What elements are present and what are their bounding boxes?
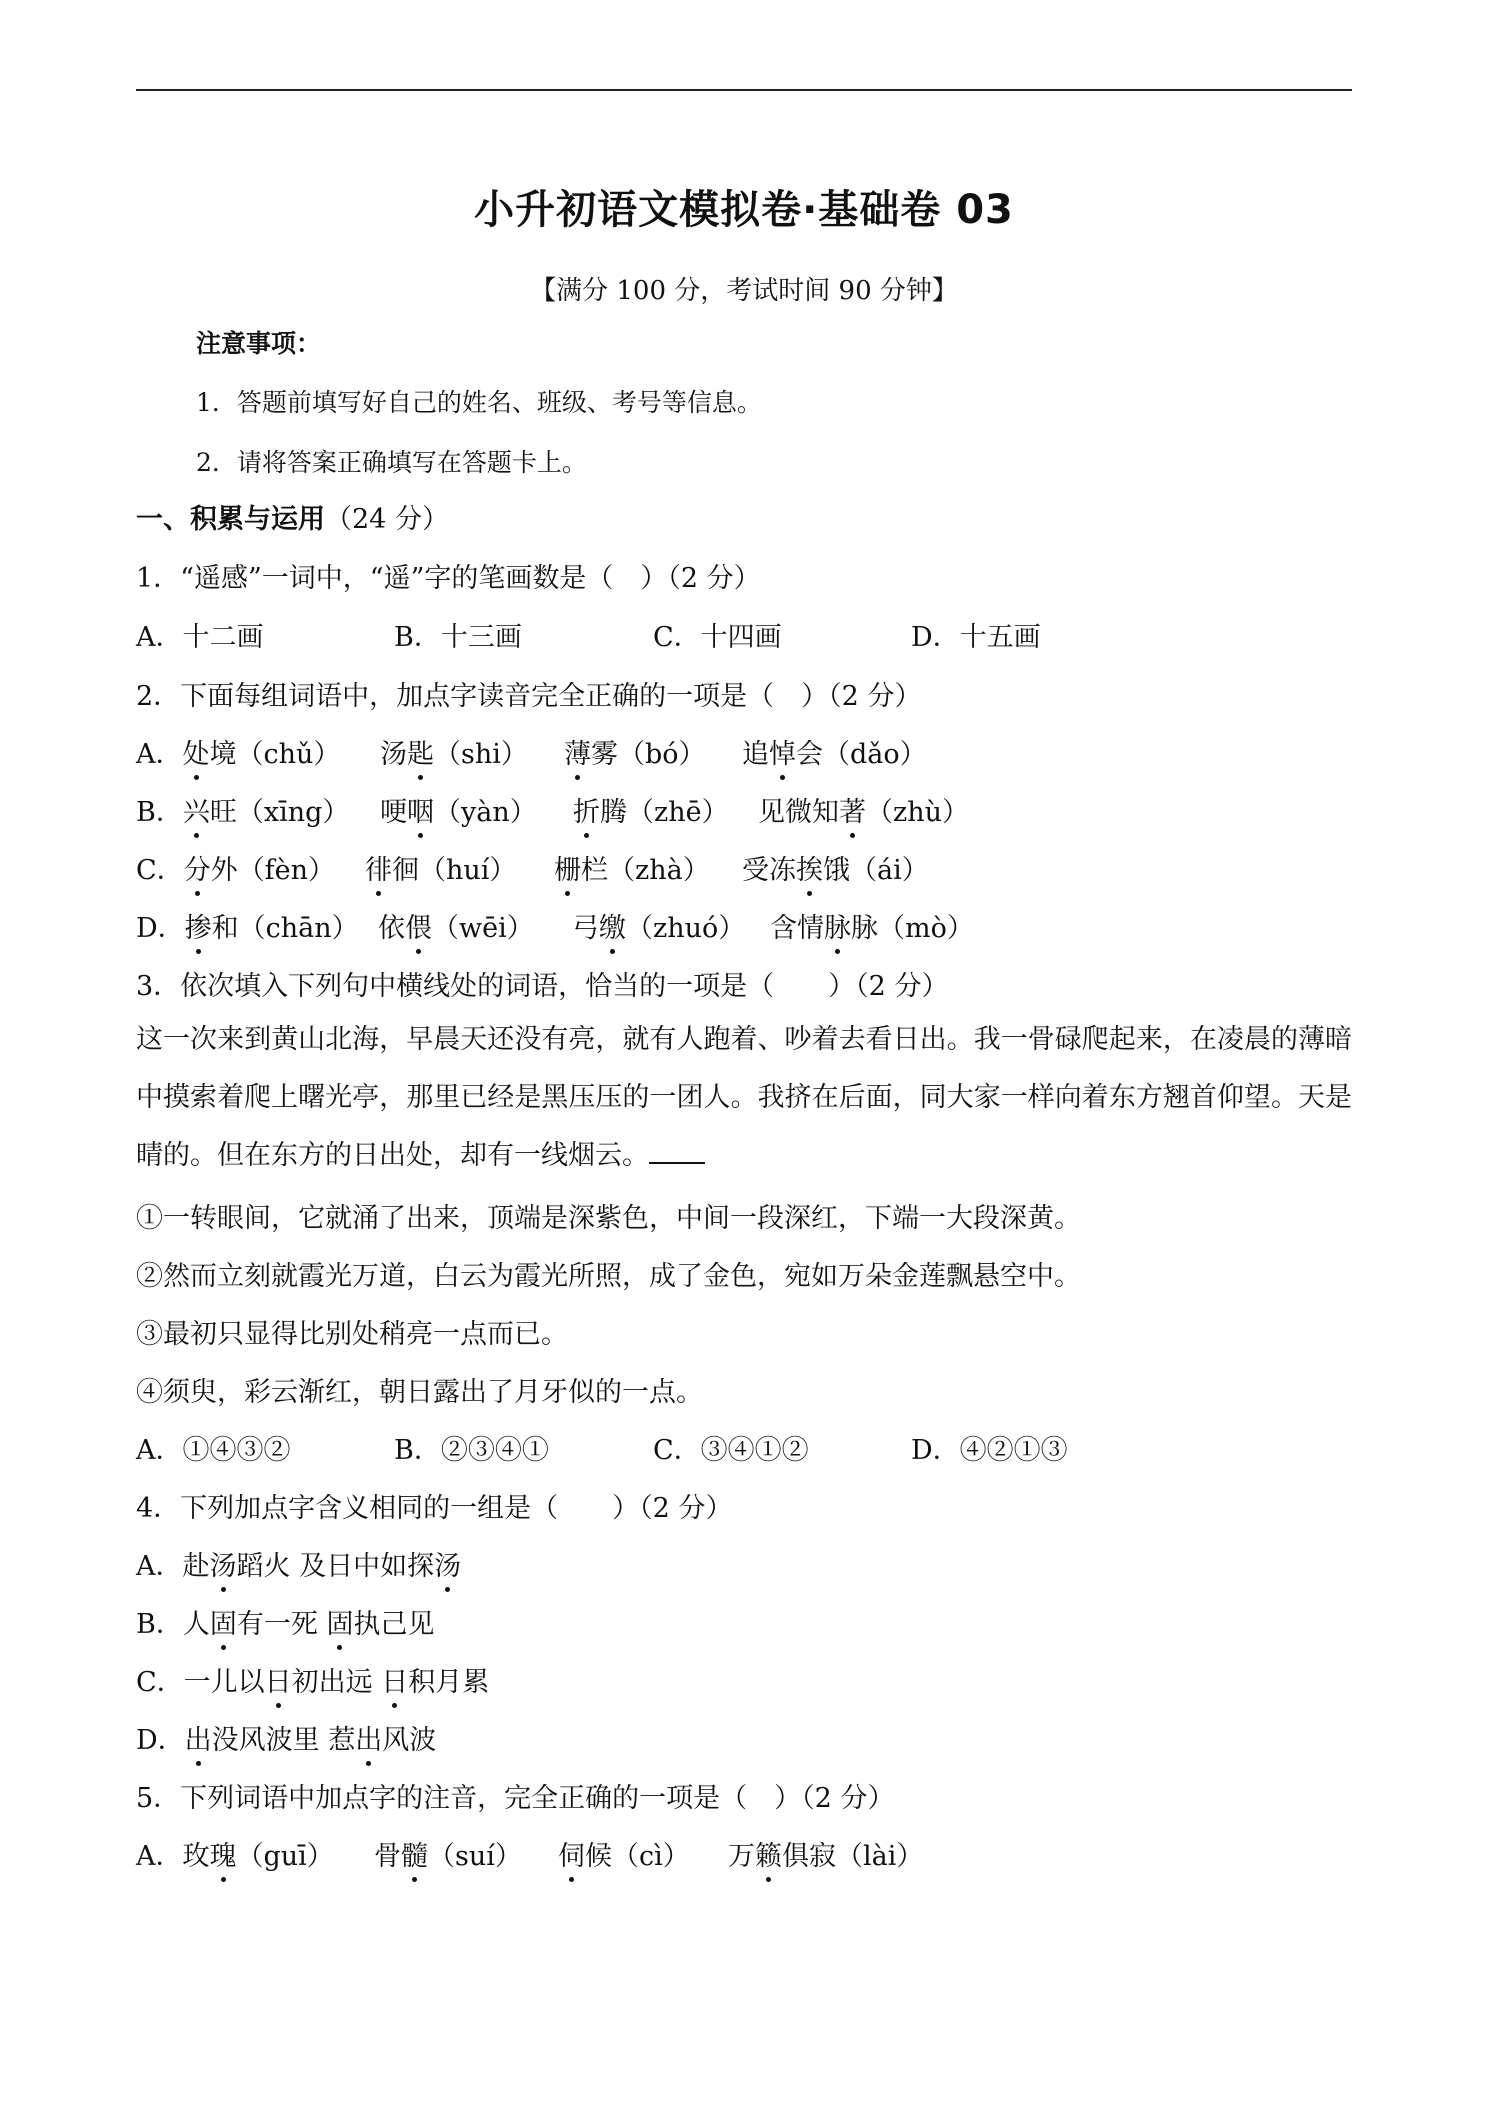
- q2-option-b-word4: 见微知著（zhù）: [758, 797, 970, 828]
- dotted-char: 处: [182, 739, 210, 770]
- section-title: 一、积累与运用: [136, 504, 325, 535]
- dotted-char: 咽: [407, 797, 434, 828]
- dotted-char: 挨: [796, 855, 823, 886]
- dotted-char: 薄: [564, 739, 591, 770]
- q3-sentence: ②然而立刻就霞光万道，白云为霞光所照，成了金色，宛如万朵金莲飘悬空中。: [136, 1261, 1081, 1292]
- q2-option-a-word4: 追悼会（dǎo）: [742, 739, 927, 770]
- q2-option-a-word3: 薄雾（bó）: [564, 739, 706, 770]
- dotted-char: 匙: [407, 739, 434, 770]
- dotted-char: 出: [355, 1725, 383, 1756]
- q2-option-a-word2: 汤匙（shi）: [380, 739, 528, 770]
- dotted-char: 兴: [182, 797, 210, 828]
- q2-option-d: D．掺和（chān）: [136, 913, 359, 944]
- q3-option-a: A．①④③②: [136, 1435, 291, 1466]
- notice-heading: 注意事项：: [196, 329, 322, 358]
- dotted-char: 折: [573, 797, 600, 828]
- dotted-char: 出: [184, 1725, 212, 1756]
- dotted-char: 籁: [755, 1841, 782, 1872]
- dotted-char: 日: [381, 1667, 409, 1698]
- dotted-char: 瑰: [209, 1841, 237, 1872]
- dotted-char: 悼: [769, 739, 796, 770]
- dotted-char: 著: [839, 797, 866, 828]
- dotted-char: 汤: [209, 1551, 237, 1582]
- q3-sentence: ④须臾，彩云渐红，朝日露出了月牙似的一点。: [136, 1377, 703, 1408]
- dotted-char: 脉: [824, 913, 851, 944]
- q2-option-d-word2: 依偎（wēi）: [378, 913, 534, 944]
- q1-option-d: D．十五画: [911, 622, 1041, 653]
- q3-stem: 3．依次填入下列句中横线处的词语，恰当的一项是（ ）（2 分）: [136, 971, 949, 1002]
- q2-option-c-word2: 徘徊（huí）: [365, 855, 517, 886]
- q2-option-c-word4: 受冻挨饿（ái）: [742, 855, 929, 886]
- q2-option-d-word3: 弓缴（zhuó）: [572, 913, 746, 944]
- section-heading: [136, 502, 449, 538]
- q5-option-a: A．玫瑰（guī）: [136, 1841, 334, 1872]
- q2-stem: 2．下面每组词语中，加点字读音完全正确的一项是（ ）（2 分）: [136, 681, 922, 712]
- q5-stem: 5．下列词语中加点字的注音，完全正确的一项是（ ）（2 分）: [136, 1783, 895, 1814]
- q3-passage: 这一次来到黄山北海，早晨天还没有亮，就有人跑着、吵着去看日出。我一骨碌爬起来，在凌晨的薄暗中摸索着爬上曙光亭，那里已经是黑压压的一团人。我挤在后面，同大家一样向着东方翘首仰望。天是晴的。但在东方的日出处，却有一线烟云。: [136, 1024, 1352, 1171]
- q4-stem: 4．下列加点字含义相同的一组是（ ）（2 分）: [136, 1493, 733, 1524]
- q4-option-a: A．赴汤蹈火 及日中如探汤: [136, 1551, 462, 1582]
- page-subtitle: 【满分 100 分，考试时间 90 分钟】: [530, 276, 958, 306]
- q2-option-c: C．分外（fèn）: [136, 855, 336, 886]
- page-title: 小升初语文模拟卷·基础卷 03: [474, 187, 1014, 233]
- dotted-char: 髓: [401, 1841, 428, 1872]
- dotted-char: 徘: [365, 855, 392, 886]
- q5-option-a-word2: 骨髓（suí）: [374, 1841, 522, 1872]
- q1-option-b: B．十三画: [394, 622, 522, 653]
- dotted-char: 掺: [184, 913, 212, 944]
- dotted-char: 汤: [434, 1551, 462, 1582]
- q2-option-d-word4: 含情脉脉（mò）: [770, 913, 974, 944]
- q1-option-a: A．十二画: [136, 622, 264, 653]
- dotted-char: 缴: [599, 913, 626, 944]
- q3-option-b: B．②③④①: [394, 1435, 549, 1466]
- q3-sentence: ③最初只显得比别处稍亮一点而已。: [136, 1319, 568, 1350]
- q3-option-c: C．③④①②: [653, 1435, 809, 1466]
- section-score: （24 分）: [325, 504, 449, 535]
- fill-blank: [649, 1138, 705, 1164]
- q2-option-c-word3: 栅栏（zhà）: [554, 855, 710, 886]
- dotted-char: 伺: [558, 1841, 585, 1872]
- q5-option-a-word3: 伺候（cì）: [558, 1841, 690, 1872]
- notice-item: 1．答题前填写好自己的姓名、班级、考号等信息。: [196, 388, 762, 417]
- dotted-char: 固: [209, 1609, 237, 1640]
- q2-option-b-word2: 哽咽（yàn）: [380, 797, 537, 828]
- q1-option-c: C．十四画: [653, 622, 782, 653]
- dotted-char: 栅: [554, 855, 581, 886]
- header-rule: [136, 89, 1352, 91]
- q3-sentence: ①一转眼间，它就涌了出来，顶端是深紫色，中间一段深红，下端一大段深黄。: [136, 1203, 1081, 1234]
- q4-option-b: B．人固有一死 固执己见: [136, 1609, 435, 1640]
- q5-option-a-word4: 万籁俱寂（lài）: [728, 1841, 924, 1872]
- dotted-char: 日: [264, 1667, 292, 1698]
- q1-stem: 1．“遥感”一词中，“遥”字的笔画数是（ ）（2 分）: [136, 563, 761, 594]
- dotted-char: 固: [326, 1609, 354, 1640]
- notice-item: 2．请将答案正确填写在答题卡上。: [196, 448, 587, 477]
- q4-option-c: C．一儿以日初出远 日积月累: [136, 1667, 490, 1698]
- q2-option-b-word3: 折腾（zhē）: [573, 797, 729, 828]
- q3-option-d: D．④②①③: [911, 1435, 1068, 1466]
- q2-option-b: B．兴旺（xīng）: [136, 797, 350, 828]
- dotted-char: 偎: [405, 913, 432, 944]
- q2-option-a: A．处境（chǔ）: [136, 739, 341, 770]
- q4-option-d: D．出没风波里 惹出风波: [136, 1725, 437, 1756]
- dotted-char: 分: [183, 855, 211, 886]
